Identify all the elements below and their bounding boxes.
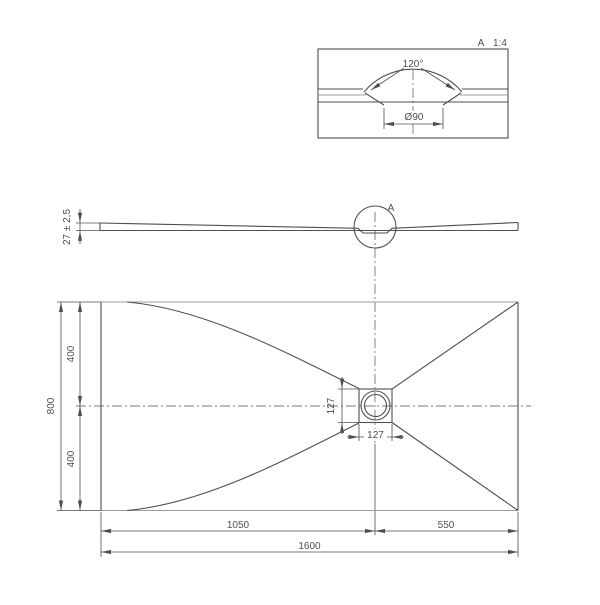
profile-top-right xyxy=(392,223,518,229)
thickness-label: 27 ± 2,5 xyxy=(62,208,73,246)
width-upper-label: 400 xyxy=(66,345,77,363)
drain-outer-circle xyxy=(361,391,390,420)
drain-recess-wall-left xyxy=(365,93,384,105)
angle-dim-leader-right xyxy=(421,68,455,90)
plan-view xyxy=(46,302,531,557)
angle-dim-leader-left xyxy=(371,68,404,90)
slope-line-top-right xyxy=(392,302,518,389)
side-view xyxy=(62,203,518,248)
width-total-label: 800 xyxy=(46,397,57,415)
detail-title-letter: A xyxy=(477,38,485,49)
drain-size-vertical-label: 127 xyxy=(326,397,337,415)
profile-top-left xyxy=(100,223,358,228)
detail-title-scale: 1:4 xyxy=(493,38,507,49)
slope-curve-bottom-left xyxy=(127,423,359,511)
length-total-label: 1600 xyxy=(298,541,321,552)
drain-diameter-label: Ø90 xyxy=(404,112,424,123)
slope-curve-top-left xyxy=(127,302,359,389)
angle-label: 120° xyxy=(402,59,424,70)
drain-recess-wall-right xyxy=(443,93,461,105)
slope-line-bottom-right xyxy=(392,423,518,511)
length-to-drain-label: 1050 xyxy=(226,520,250,531)
length-from-drain-label: 550 xyxy=(437,520,455,531)
drain-inner-circle xyxy=(365,395,387,417)
detail-marker-label: A xyxy=(387,203,395,214)
drain-size-horizontal-label: 127 xyxy=(367,430,384,441)
width-lower-label: 400 xyxy=(66,450,77,468)
detail-view-a xyxy=(318,38,508,138)
